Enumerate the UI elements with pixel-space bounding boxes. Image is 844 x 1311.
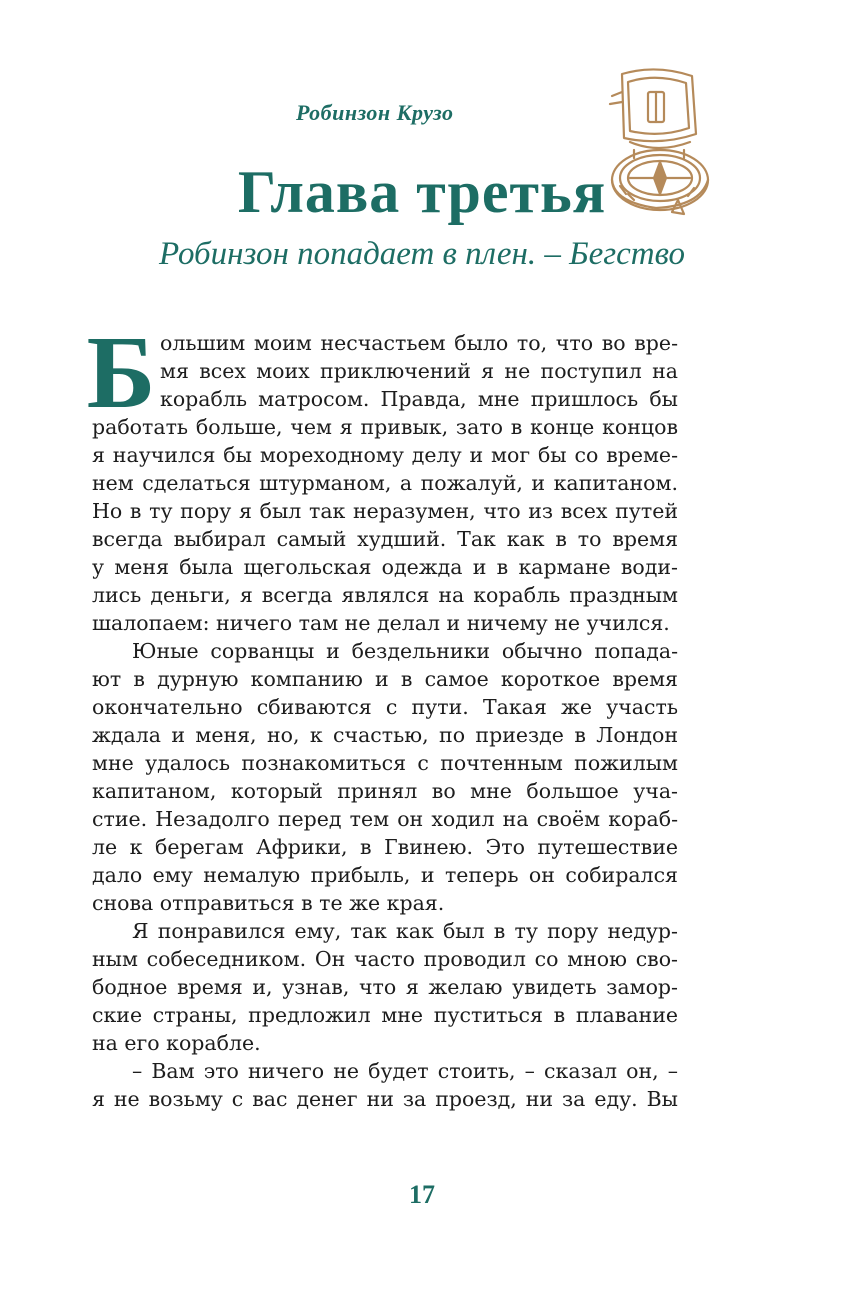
body-line: ские страны, предложил мне пуститься в плавание [92, 1003, 678, 1027]
body-line: бодное время и, узнав, что я желаю увидеть замор- [92, 975, 678, 999]
chapter-title: Глава третья [237, 159, 607, 225]
body-line: Я понравился ему, так как был в ту пору недур- [132, 919, 678, 943]
body-line: нем сделаться штурманом, а пожалуй, и капитаном. [92, 471, 678, 495]
body-line: снова отправиться в те же края. [92, 891, 445, 915]
chapter-subtitle: Робинзон попадает в плен. – Бегство [159, 236, 685, 272]
body-line: капитаном, который принял во мне большое уча- [92, 779, 678, 803]
body-line: всегда выбирал самый худший. Так как в то время [92, 527, 678, 551]
page-number: 17 [409, 1180, 435, 1209]
body-line: работать больше, чем я привык, зато в конце концов [92, 415, 678, 439]
running-head: Робинзон Крузо [296, 100, 454, 125]
body-line: на его корабле. [92, 1031, 261, 1055]
body-line: мя всех моих приключений я не поступил на [160, 359, 678, 383]
body-line: окончательно сбиваются с пути. Такая же участь [92, 695, 678, 719]
body-line: лись деньги, я всегда являлся на корабль праздным [92, 583, 678, 607]
body-line: дало ему немалую прибыль, и теперь он собирался [92, 863, 678, 887]
body-line: ольшим моим несчастьем было то, что во вре- [160, 331, 678, 355]
body-line: корабль матросом. Правда, мне пришлось бы [160, 387, 678, 411]
body-line: шалопаем: ничего там не делал и ничему не учился. [92, 611, 670, 635]
body-line: – Вам это ничего не будет стоить, – сказал он, – [132, 1059, 678, 1083]
body-line: Юные сорванцы и бездельники обычно попада- [132, 639, 678, 663]
body-line: я не возьму с вас денег ни за проезд, ни за еду. Вы [92, 1087, 678, 1111]
body-line: Но в ту пору я был так неразумен, что из всех путей [92, 499, 678, 523]
body-line: ждала и меня, но, к счастью, по приезде в Лондон [92, 723, 678, 747]
body-line: стие. Незадолго перед тем он ходил на своём кораб- [92, 807, 678, 831]
body-line: мне удалось познакомиться с почтенным пожилым [92, 751, 678, 775]
body-line: ле к берегам Африки, в Гвинею. Это путешествие [92, 835, 678, 859]
body-line: я научился бы мореходному делу и мог бы со време- [92, 443, 678, 467]
body-line: ют в дурную компанию и в самое короткое время [92, 667, 678, 691]
drop-cap: Б [86, 315, 156, 430]
body-line: ным собеседником. Он часто проводил со мною сво- [92, 947, 678, 971]
body-line: у меня была щегольская одежда и в кармане води- [92, 555, 678, 579]
